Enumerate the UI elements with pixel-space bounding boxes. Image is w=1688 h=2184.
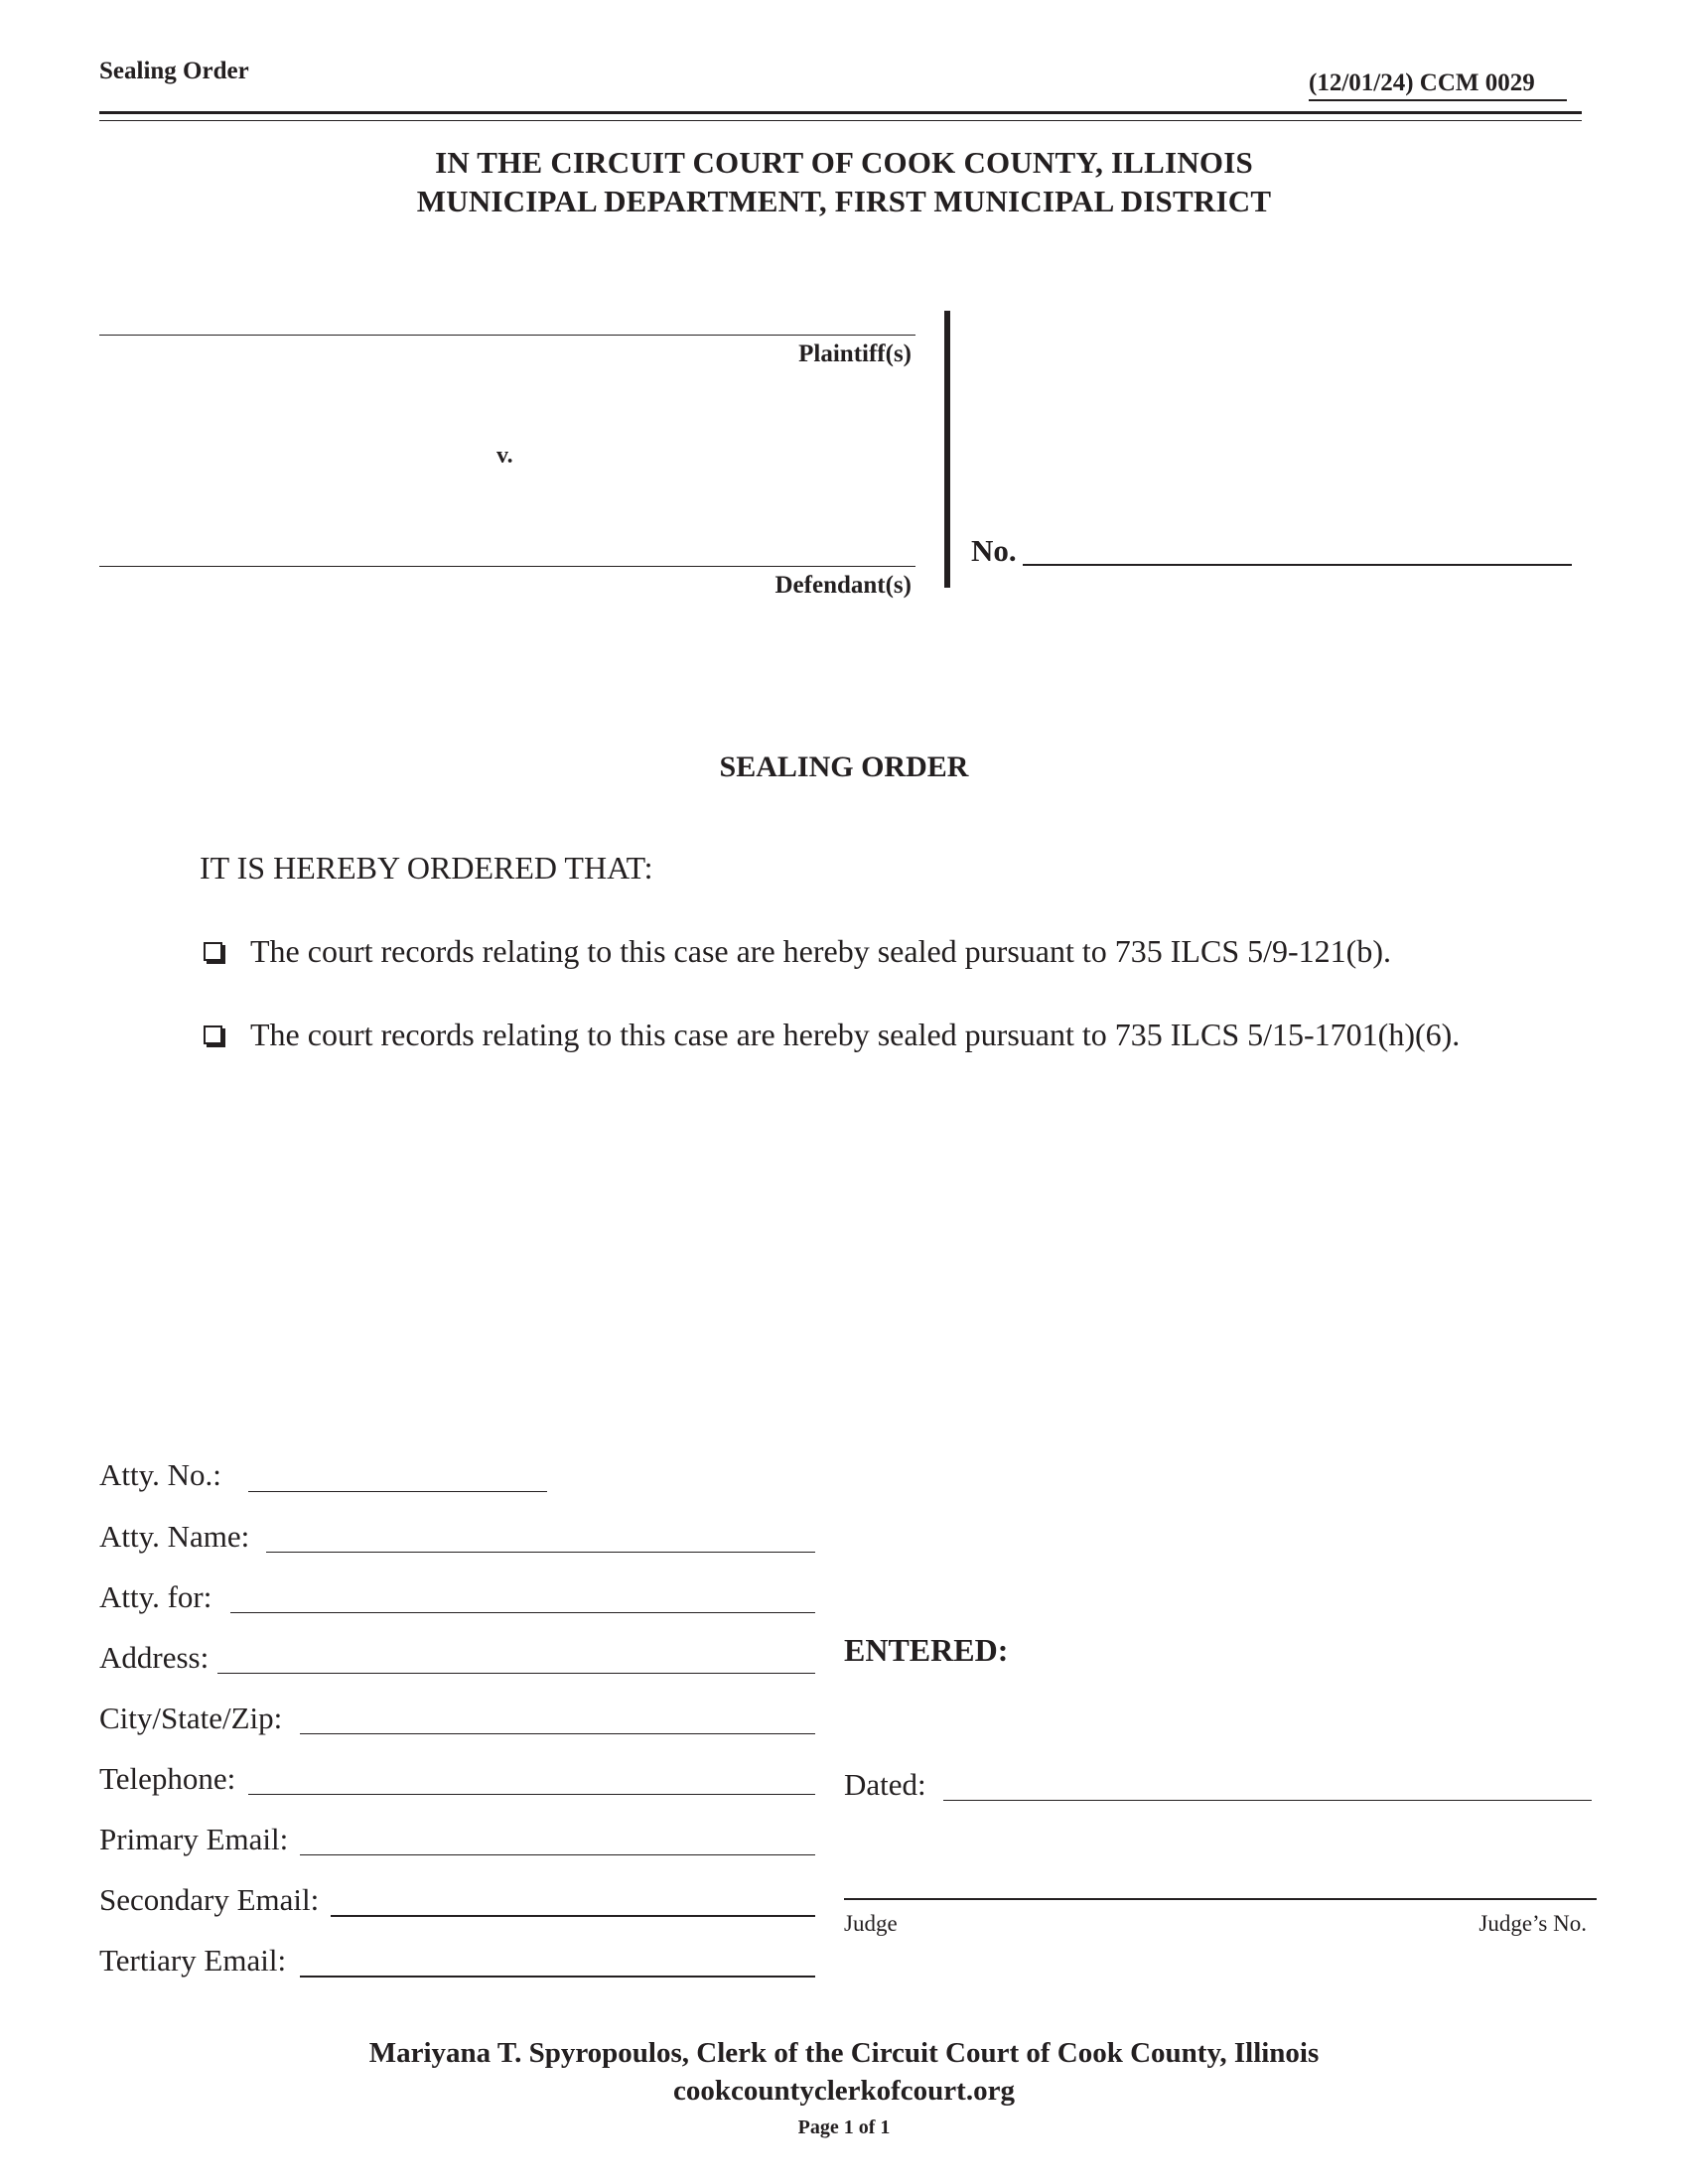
atty-for-label: Atty. for: [99,1579,212,1614]
sealing-option-9-121 [204,933,1391,970]
sealing-option-text: The court records relating to this case are hereby sealed pursuant to 735 ILCS 5/9-121(b). [250,933,1391,969]
defendant-field[interactable] [99,566,915,567]
atty-name-label: Atty. Name: [99,1519,250,1554]
tertiary-email-label: Tertiary Email: [99,1943,287,1978]
order-intro: IT IS HEREBY ORDERED THAT: [200,850,653,886]
plaintiff-label: Plaintiff(s) [798,341,912,367]
address-field[interactable] [217,1673,815,1674]
sealing-option-15-1701 [204,1017,1460,1053]
form-number: (12/01/24) CCM 0029 [1309,69,1535,96]
telephone-field[interactable] [248,1794,815,1795]
clerk-name: Mariyana T. Spyropoulos, Clerk of the Circuit Court of Cook County, Illinois [368,2037,1320,2069]
dated-label: Dated: [844,1767,926,1802]
header-rule-thin [99,120,1582,121]
atty-name-field[interactable] [266,1552,815,1553]
secondary-email-field[interactable] [331,1915,815,1917]
clerk-website: cookcountyclerkofcourt.org [673,2075,1015,2107]
entered-label: ENTERED: [844,1632,1009,1668]
tertiary-email-field[interactable] [300,1976,815,1978]
telephone-label: Telephone: [99,1761,236,1796]
checkbox-9-121[interactable] [204,942,222,961]
order-title: SEALING ORDER [719,751,969,783]
sealing-option-text: The court records relating to this case are hereby sealed pursuant to 735 ILCS 5/15-1701(h)(6). [250,1017,1461,1052]
city-state-zip-field[interactable] [300,1733,815,1734]
caption-divider [944,311,950,588]
primary-email-field[interactable] [300,1854,815,1855]
form-title: Sealing Order [99,58,249,84]
court-department: MUNICIPAL DEPARTMENT, FIRST MUNICIPAL DISTRICT [416,184,1272,218]
primary-email-label: Primary Email: [99,1822,289,1856]
checkbox-15-1701[interactable] [204,1025,222,1044]
defendant-label: Defendant(s) [774,572,912,599]
plaintiff-field[interactable] [99,335,915,336]
dated-field[interactable] [943,1800,1592,1801]
atty-no-label: Atty. No.: [99,1457,221,1492]
header-rule-thick [99,111,1582,114]
case-number-field[interactable] [1023,564,1572,566]
judge-label: Judge [844,1911,898,1936]
case-number-label: No. [971,533,1017,568]
versus-label: v. [496,443,513,469]
court-name: IN THE CIRCUIT COURT OF COOK COUNTY, ILLINOIS [435,145,1253,180]
address-label: Address: [99,1640,210,1675]
judge-number-label: Judge’s No. [1478,1911,1587,1936]
atty-no-field[interactable] [248,1491,547,1492]
page-number: Page 1 of 1 [797,2116,891,2138]
secondary-email-label: Secondary Email: [99,1882,320,1917]
form-number-underline [1309,99,1567,101]
judge-signature-line[interactable] [844,1898,1597,1900]
city-state-zip-label: City/State/Zip: [99,1701,283,1735]
atty-for-field[interactable] [230,1612,815,1613]
